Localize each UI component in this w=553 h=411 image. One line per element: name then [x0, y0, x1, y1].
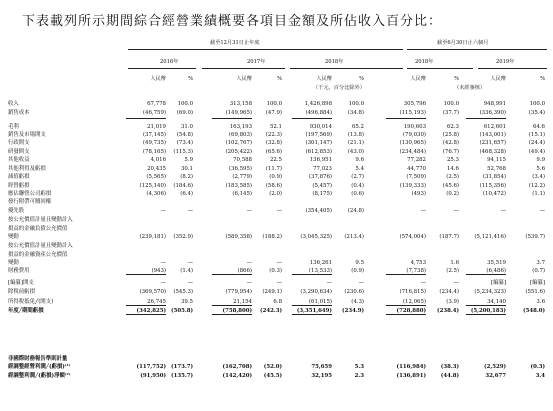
subtotal-rule [386, 274, 426, 275]
table-cell: (162,708) [222, 364, 252, 370]
table-cell: (135.7) [171, 373, 193, 379]
currency-header: 人民幣 [316, 76, 332, 82]
table-cell: (45.6) [442, 183, 459, 189]
table-cell: (24.8) [347, 208, 364, 214]
table-cell: — [160, 280, 166, 286]
table-cell: (336,390) [479, 110, 506, 116]
table-cell: 65.2 [351, 124, 364, 130]
table-cell: (728,880) [396, 308, 426, 314]
table-cell: 5.3 [354, 364, 364, 370]
table-cell: (0.3) [530, 364, 545, 370]
percent-header: % [359, 76, 364, 82]
table-cell: (5,121,416) [474, 234, 506, 240]
table-cell: (78,165) [142, 149, 166, 155]
table-cell: 20,435 [147, 166, 166, 172]
table-cell: (49,735) [142, 140, 166, 146]
table-cell: 30.1 [180, 166, 193, 172]
table-cell: (130,965) [399, 140, 426, 146]
table-cell: (352.9) [173, 234, 193, 240]
table-cell: 67,778 [147, 101, 166, 107]
row-label: 應佔聯營公司虧損 [8, 191, 52, 197]
table-cell: 4,753 [410, 260, 426, 266]
row-label: 變動 [8, 234, 19, 240]
table-cell: 4,016 [150, 157, 166, 163]
rule-year-2017 [202, 68, 285, 69]
year-header-2018h: 2018年 [415, 59, 434, 65]
table-cell: (24.4) [528, 140, 545, 146]
table-cell: (5,565) [146, 174, 166, 180]
table-cell: 35,519 [487, 260, 506, 266]
table-cell: 3.7 [536, 260, 545, 266]
table-cell: (25.8) [442, 132, 459, 138]
table-cell: (758,800) [222, 308, 252, 314]
row-label: 銷售及市場開支 [8, 132, 46, 138]
table-cell: 25.3 [446, 157, 459, 163]
table-cell: (116,984) [396, 364, 426, 370]
subtotal-rule [466, 118, 506, 119]
table-cell: 9.9 [536, 157, 545, 163]
row-label: 經營虧損 [8, 183, 30, 189]
table-cell: (31,854) [482, 174, 506, 180]
subtotal-rule [212, 305, 252, 306]
table-cell: (58.6) [265, 183, 282, 189]
table-cell: — [246, 280, 252, 286]
audit-note: （未經審核） [454, 85, 486, 91]
table-cell: (47.9) [265, 110, 282, 116]
table-cell: (32.8) [265, 140, 282, 146]
table-cell: — [276, 208, 282, 214]
table-cell: (188.2) [262, 234, 282, 240]
table-cell: (37.7) [442, 110, 459, 116]
table-cell: (234.4) [439, 289, 459, 295]
table-cell: (143,001) [479, 132, 506, 138]
table-cell: (8.2) [180, 174, 193, 180]
table-cell: (505.8) [171, 308, 193, 314]
row-label: 財務費用 [8, 268, 30, 274]
table-cell: — [160, 260, 166, 266]
table-cell: (779,954) [225, 289, 252, 295]
table-cell: (3.4) [532, 174, 545, 180]
table-cell: (234,484) [399, 149, 426, 155]
year-header-2016: 2016年 [160, 59, 179, 65]
table-cell: 14.6 [446, 166, 459, 172]
year-header-2018: 2018年 [325, 59, 344, 65]
table-cell: (54.8) [176, 132, 193, 138]
row-label: 其他利得及虧損 [8, 166, 46, 172]
subtotal-rule [292, 118, 332, 119]
subtotal-rule [466, 314, 506, 315]
table-cell: (61,015) [308, 299, 332, 305]
table-cell: (2.5) [446, 268, 459, 274]
table-cell: (37,145) [142, 132, 166, 138]
table-cell: (136,891) [396, 373, 426, 379]
table-cell: (35.4) [528, 110, 545, 116]
table-cell: (2,529) [484, 364, 506, 370]
table-cell: — [187, 208, 193, 214]
table-cell: 77,282 [407, 157, 426, 163]
table-cell: 34,140 [487, 299, 506, 305]
table-cell: — [276, 280, 282, 286]
table-cell: (0.7) [532, 268, 545, 274]
table-cell: 9.6 [355, 157, 364, 163]
table-cell: — [187, 260, 193, 266]
row-label: 發行附帶可贖回權 [8, 199, 52, 205]
row-label: 收入 [8, 101, 19, 107]
rule-year-2018h [407, 68, 473, 69]
year-header-2017: 2017年 [247, 59, 266, 65]
table-cell: (612,853) [305, 149, 332, 155]
percent-header: % [454, 76, 459, 82]
table-cell: (43.0) [347, 149, 364, 155]
table-cell: — [246, 208, 252, 214]
rule-year-2016 [128, 68, 196, 69]
table-cell: 64.6 [532, 124, 545, 130]
table-cell: (6.4) [180, 191, 193, 197]
table-cell: (49.4) [528, 149, 545, 155]
table-cell: (4.3) [351, 299, 364, 305]
table-cell: (5,234,323) [474, 289, 506, 295]
table-cell: 100.0 [177, 101, 193, 107]
table-cell: (13.8) [347, 132, 364, 138]
table-cell: (183,585) [225, 183, 252, 189]
table-cell: (44.8) [440, 373, 459, 379]
table-cell: (45.5) [263, 373, 282, 379]
table-cell: 163,193 [229, 124, 252, 130]
table-cell: — [539, 208, 545, 214]
table-cell: 32,195 [311, 373, 332, 379]
percent-header: % [188, 76, 193, 82]
table-cell: (205,422) [225, 149, 252, 155]
table-cell: (115.3) [173, 149, 193, 155]
table-cell: 3.6 [536, 299, 545, 305]
table-cell: 100.0 [348, 101, 364, 107]
table-cell: (716,815) [399, 289, 426, 295]
table-cell: (342,825) [136, 308, 166, 314]
table-cell: (7,509) [406, 174, 426, 180]
subtotal-rule [466, 305, 506, 306]
table-cell: — [326, 280, 332, 286]
table-cell: (0.6) [351, 191, 364, 197]
table-cell: (354,405) [305, 208, 332, 214]
table-cell: (173.7) [171, 364, 193, 370]
subtotal-rule [126, 305, 166, 306]
table-cell: (493) [411, 191, 426, 197]
table-cell: 313,158 [229, 101, 252, 107]
table-cell: (242.3) [260, 308, 282, 314]
table-cell: (2.0) [269, 191, 282, 197]
table-cell: (36,595) [228, 166, 252, 172]
table-cell: (11.7) [265, 166, 282, 172]
percent-header: % [540, 76, 545, 82]
currency-header: 人民幣 [410, 76, 426, 82]
row-label: 其他收益 [8, 157, 30, 163]
row-label: 經調整經營利潤╱(虧損)⁽¹⁾ [8, 364, 71, 370]
subtotal-rule [292, 314, 332, 315]
row-label: 行政開支 [8, 140, 30, 146]
row-label: 減值虧損 [8, 174, 30, 180]
table-cell: (117,752) [136, 364, 166, 370]
table-cell: [編纂] [491, 280, 506, 286]
table-cell: 44,770 [407, 166, 426, 172]
table-cell: (184.6) [173, 183, 193, 189]
table-cell: (213.4) [344, 234, 364, 240]
row-label: 經調整利潤╱(虧損)淨額⁽²⁾ [8, 373, 71, 379]
table-cell: (13,533) [308, 268, 332, 274]
table-cell: (230.6) [344, 289, 364, 295]
table-cell: (551.6) [525, 289, 545, 295]
table-cell: (866) [237, 268, 252, 274]
table-cell: (115,356) [479, 183, 506, 189]
table-cell: — [160, 208, 166, 214]
currency-header: 人民幣 [150, 76, 166, 82]
table-cell: (3.9) [446, 299, 459, 305]
subtotal-rule [466, 274, 506, 275]
table-cell: 136,261 [309, 260, 332, 266]
subtotal-rule [386, 118, 426, 119]
table-cell: [編纂] [530, 280, 545, 286]
table-cell: (301,147) [305, 140, 332, 146]
table-cell: — [420, 208, 426, 214]
table-cell: (3,045,325) [300, 234, 332, 240]
row-label: 所得稅抵免╱(開支) [8, 299, 54, 305]
table-cell: (589,358) [225, 234, 252, 240]
table-cell: (239,181) [139, 234, 166, 240]
table-cell: 32,677 [485, 373, 506, 379]
table-cell: — [453, 208, 459, 214]
table-cell: (6,145) [232, 191, 252, 197]
table-cell: (12,065) [402, 299, 426, 305]
table-cell: (65.6) [265, 149, 282, 155]
table-cell: 3.4 [535, 373, 545, 379]
table-cell: 1.6 [450, 260, 459, 266]
table-cell: 77,023 [313, 166, 332, 172]
row-label: 損益的金融資產公允價值 [8, 252, 68, 258]
table-cell: (0.3) [269, 268, 282, 274]
table-cell: (0.9) [351, 268, 364, 274]
subtotal-rule [386, 305, 426, 306]
table-cell: 21,154 [233, 299, 252, 305]
table-cell: (8,175) [312, 191, 332, 197]
table-cell: (574,004) [399, 234, 426, 240]
table-cell: 31.0 [180, 124, 193, 130]
table-cell: (545.3) [173, 289, 193, 295]
table-cell: (548.0) [523, 308, 545, 314]
table-cell: (468,328) [479, 149, 506, 155]
table-cell: 2.3 [354, 373, 364, 379]
table-cell: 75,659 [311, 364, 332, 370]
table-cell: (3,290,634) [300, 289, 332, 295]
table-cell: (38.3) [440, 364, 459, 370]
table-cell: (0.9) [269, 174, 282, 180]
table-cell: (6,486) [486, 268, 506, 274]
table-cell: 948,991 [483, 101, 506, 107]
table-cell: (46,759) [142, 110, 166, 116]
table-cell: — [420, 280, 426, 286]
currency-header: 人民幣 [490, 76, 506, 82]
table-cell: (2.5) [446, 174, 459, 180]
table-cell: 136,951 [309, 157, 332, 163]
table-cell: (4,306) [146, 191, 166, 197]
table-cell: (5,200,183) [470, 308, 506, 314]
table-cell: 39.5 [180, 299, 193, 305]
table-cell: (142,420) [222, 373, 252, 379]
table-cell: (234.9) [342, 308, 364, 314]
table-cell: 100.0 [529, 101, 545, 107]
table-cell: (37,876) [308, 174, 332, 180]
table-cell: (0.2) [446, 191, 459, 197]
row-label: 毛利 [8, 124, 19, 130]
table-cell: (187.7) [439, 234, 459, 240]
table-cell: (1.1) [532, 191, 545, 197]
subtotal-rule [212, 274, 252, 275]
table-cell: 305,796 [403, 101, 426, 107]
table-cell: (943) [151, 268, 166, 274]
rule-group-year [128, 49, 403, 50]
group-header-year: 截至12月31日止年度 [210, 40, 260, 46]
table-cell: (0.4) [351, 183, 364, 189]
row-label: 除稅前虧損 [8, 289, 35, 295]
table-cell: (1.4) [180, 268, 193, 274]
subtotal-rule [212, 118, 252, 119]
table-cell: (139,333) [399, 183, 426, 189]
table-cell: 70,588 [233, 157, 252, 163]
table-cell: (34.8) [347, 110, 364, 116]
table-cell: 52.1 [269, 124, 282, 130]
row-label: 損益的金融負債公允價值 [8, 226, 68, 232]
table-cell: 612,601 [483, 124, 506, 130]
table-cell: 5.6 [536, 166, 545, 172]
table-cell: (115,193) [399, 110, 426, 116]
table-cell: (3,351,649) [296, 308, 332, 314]
table-cell: (2,779) [232, 174, 252, 180]
table-cell: 5.4 [355, 166, 364, 172]
table-cell: 1,426,898 [304, 101, 332, 107]
table-cell: (102,767) [225, 140, 252, 146]
group-header-half: 截至6月30日止六個月 [437, 40, 489, 46]
rule-year-2018 [290, 68, 403, 69]
table-cell: (5,457) [312, 183, 332, 189]
table-cell: 21,019 [147, 124, 166, 130]
table-cell: (69,803) [228, 132, 252, 138]
table-cell: 5.9 [184, 157, 193, 163]
table-cell: 26,745 [147, 299, 166, 305]
table-cell: (21.1) [347, 140, 364, 146]
row-label: 銷售成本 [8, 110, 30, 116]
table-cell: (76.7) [442, 149, 459, 155]
table-cell: 52,768 [487, 166, 506, 172]
table-cell: 9.5 [355, 260, 364, 266]
row-label: 按公允價值計量且變動計入 [8, 243, 73, 249]
row-label: 變動 [8, 260, 19, 266]
table-cell: (231,657) [479, 140, 506, 146]
table-cell: 6.8 [273, 299, 282, 305]
subtotal-rule [126, 314, 166, 315]
table-cell: (7,738) [406, 268, 426, 274]
table-cell: (249.1) [262, 289, 282, 295]
subtotal-rule [386, 314, 426, 315]
table-cell: (369,570) [139, 289, 166, 295]
year-header-2019h: 2019年 [496, 59, 515, 65]
subtotal-rule [212, 314, 252, 315]
table-cell: (91,950) [140, 373, 166, 379]
table-cell: (42.8) [442, 140, 459, 146]
table-cell: (22.3) [265, 132, 282, 138]
table-cell: (197,569) [305, 132, 332, 138]
table-cell: 100.0 [443, 101, 459, 107]
table-cell: (2.7) [351, 174, 364, 180]
table-cell: (496,884) [305, 110, 332, 116]
rule-group-half [407, 49, 547, 50]
page-heading: 下表載列所示期間綜合經營業績概要各項目金額及所佔收入百分比： [22, 14, 443, 29]
table-cell: 930,014 [309, 124, 332, 130]
row-label: 非國際財務報告準則計量 [8, 356, 68, 362]
table-cell: — [500, 208, 506, 214]
percent-header: % [277, 76, 282, 82]
table-cell: (79,030) [402, 132, 426, 138]
row-label: 按公允價值計量且變動計入 [8, 217, 73, 223]
row-label: [編纂]開支 [8, 280, 34, 286]
subtotal-rule [126, 274, 166, 275]
table-cell: 62.3 [446, 124, 459, 130]
table-cell: (149,965) [225, 110, 252, 116]
table-cell: (52.0) [263, 364, 282, 370]
currency-header: 人民幣 [236, 76, 252, 82]
table-cell: (238.4) [437, 308, 459, 314]
table-cell: (10,472) [482, 191, 506, 197]
table-cell: (125,140) [139, 183, 166, 189]
unit-note: （千元，百分比除外） [313, 85, 365, 91]
table-cell: 190,603 [403, 124, 426, 130]
table-cell: (12.2) [528, 183, 545, 189]
table-cell: (73.4) [176, 140, 193, 146]
row-label: 年度╱期間虧損 [8, 308, 44, 314]
table-cell: — [246, 260, 252, 266]
table-cell: — [187, 280, 193, 286]
table-cell: — [453, 280, 459, 286]
table-cell: — [358, 280, 364, 286]
subtotal-rule [126, 118, 166, 119]
table-cell: 94,115 [487, 157, 506, 163]
table-cell: (69.0) [176, 110, 193, 116]
table-cell: (539.7) [525, 234, 545, 240]
table-cell: 22.5 [269, 157, 282, 163]
rule-year-2019h [478, 68, 547, 69]
row-label: 優先股 [8, 208, 25, 214]
subtotal-rule [292, 274, 332, 275]
table-cell: 100.0 [266, 101, 282, 107]
subtotal-rule [292, 305, 332, 306]
table-cell: (15.1) [528, 132, 545, 138]
row-label: 研發開支 [8, 149, 30, 155]
table-cell: — [276, 260, 282, 266]
